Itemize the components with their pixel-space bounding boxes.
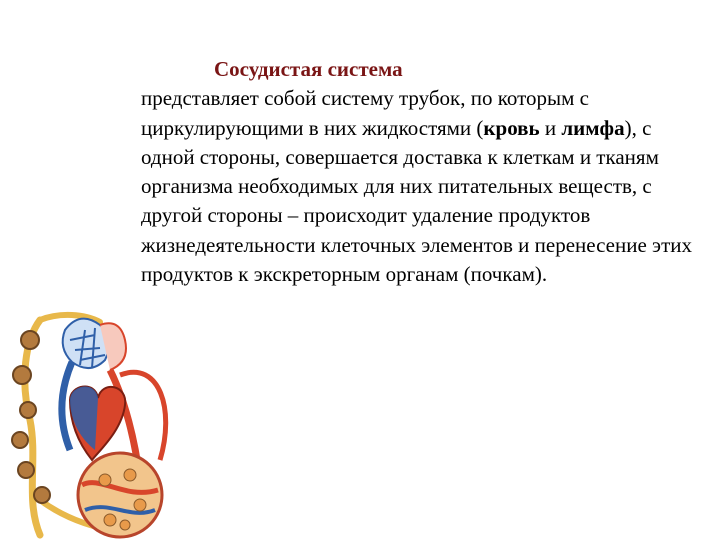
slide-text bbox=[141, 55, 701, 289]
term-lymph: лимфа bbox=[561, 115, 625, 140]
lymph-node bbox=[18, 462, 34, 478]
lymph-node bbox=[21, 331, 39, 349]
body-text-part1: представляет собой систему трубок, по которым с циркулирующими в них жидкостями ( bbox=[141, 86, 589, 140]
lymph-node bbox=[34, 487, 50, 503]
heart bbox=[70, 386, 125, 460]
body-text-part2: и bbox=[539, 115, 562, 140]
lymph-node bbox=[12, 432, 28, 448]
slide-title: Сосудистая система bbox=[214, 57, 403, 81]
lymph-node bbox=[20, 402, 36, 418]
lymph-nodes bbox=[12, 331, 50, 503]
body-text-part3: ), с одной стороны, совершается доставка к клеткам и тканям организма необходимых для них питательных веществ, с другой стороны – происходит удаление продуктов жизнедеятельности клеточных элементов и перенесение этих продуктов к экскреторным органам (почкам). bbox=[141, 115, 692, 287]
circulatory-system-illustration bbox=[0, 300, 200, 540]
tissue-magnification bbox=[78, 453, 162, 537]
lymph-node bbox=[13, 366, 31, 384]
term-blood: кровь bbox=[483, 115, 540, 140]
